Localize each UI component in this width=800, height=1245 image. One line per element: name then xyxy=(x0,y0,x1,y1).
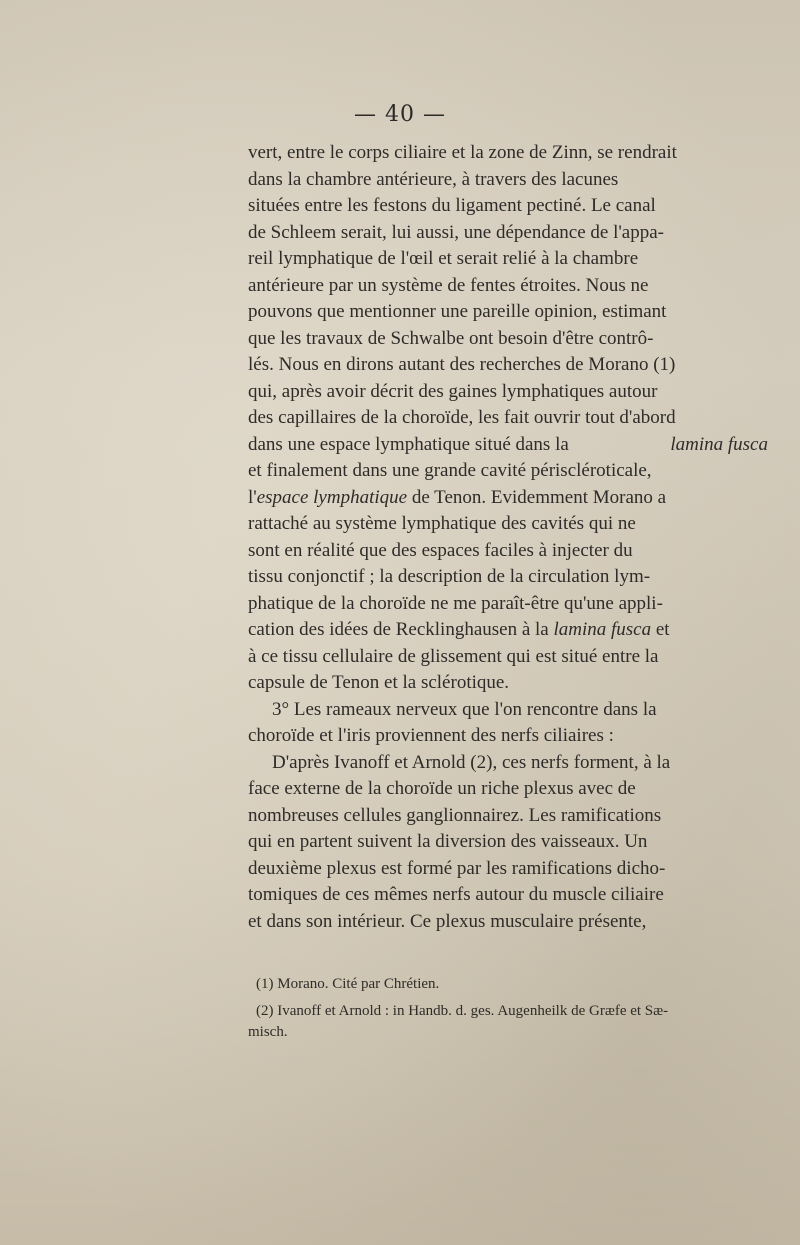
text-line xyxy=(248,220,768,247)
text-segment: que les travaux de Schwalbe ont besoin d'être contrô- xyxy=(248,327,654,349)
text-segment: et xyxy=(651,619,670,640)
text-segment: rattaché au système lymphatique des cavités qui ne xyxy=(248,513,636,534)
text-segment: choroïde et l'iris proviennent des nerfs ciliaires : xyxy=(248,725,614,746)
page-number: — 40 — xyxy=(354,102,446,127)
text-line xyxy=(248,538,768,565)
text-segment: situées entre les festons du ligament pectiné. Le canal xyxy=(248,195,656,216)
text-line xyxy=(248,564,768,591)
text-segment: tomiques de ces mêmes nerfs autour du muscle ciliaire xyxy=(248,884,664,905)
text-segment: des capillaires de la choroïde, les fait ouvrir tout d'abord xyxy=(248,407,676,428)
text-line xyxy=(248,299,768,326)
text-segment: phatique de la choroïde ne me paraît-être qu'une appli- xyxy=(248,592,663,614)
text-line xyxy=(248,458,768,485)
text-line xyxy=(248,511,768,538)
text-segment: sont en réalité que des espaces faciles à injecter du xyxy=(248,539,633,561)
text-line xyxy=(248,591,768,618)
text-line xyxy=(248,697,768,724)
text-line xyxy=(248,405,768,432)
text-line xyxy=(248,856,768,883)
text-segment: tissu conjonctif ; la description de la circulation lym- xyxy=(248,566,651,587)
text-segment: l' xyxy=(248,486,257,508)
text-line xyxy=(248,750,768,777)
italic-term: lamina fusca xyxy=(553,619,652,640)
text-segment: à ce tissu cellulaire de glissement qui est situé entre la xyxy=(248,645,659,667)
text-segment: lés. Nous en dirons autant des recherches de Morano (1) xyxy=(248,354,676,375)
text-segment: de Schleem serait, lui aussi, une dépendance de l'appa- xyxy=(248,221,664,243)
text-line xyxy=(248,670,768,697)
text-segment: dans une espace lymphatique situé dans la xyxy=(248,433,574,455)
text-line xyxy=(248,273,768,300)
text-segment: capsule de Tenon et la sclérotique. xyxy=(248,672,510,693)
text-line xyxy=(248,246,768,273)
text-segment: face externe de la choroïde un riche plexus avec de xyxy=(248,778,636,799)
text-segment: nombreuses cellules ganglionnairez. Les ramifications xyxy=(248,804,662,826)
footnote-2: (2) Ivanoff et Arnold : in Handb. d. ges. Augenheilk de Græfe et Sæ- xyxy=(256,1003,669,1019)
text-line xyxy=(248,140,768,167)
text-line xyxy=(248,644,768,671)
text-segment: et dans son intérieur. Ce plexus musculaire présente, xyxy=(248,910,647,932)
text-line xyxy=(248,829,768,856)
text-line xyxy=(248,776,768,803)
body-text xyxy=(248,140,768,935)
text-segment: qui en partent suivent la diversion des vaisseaux. Un xyxy=(248,831,648,852)
text-line xyxy=(248,882,768,909)
italic-term: lamina fusca xyxy=(670,433,768,455)
text-segment: antérieure par un système de fentes étroites. Nous ne xyxy=(248,274,649,296)
text-line xyxy=(248,326,768,353)
text-line xyxy=(248,617,768,644)
text-segment: reil lymphatique de l'œil et serait relié à la chambre xyxy=(248,248,639,269)
text-line xyxy=(248,193,768,220)
text-segment: qui, après avoir décrit des gaines lymphatiques autour xyxy=(248,380,658,402)
text-line xyxy=(248,379,768,406)
text-segment: et finalement dans une grande cavité périscléroticale, xyxy=(248,460,652,481)
text-segment: D'après Ivanoff et Arnold (2), ces nerfs forment, à la xyxy=(272,751,671,773)
text-line xyxy=(248,432,768,459)
text-line xyxy=(248,803,768,830)
text-line xyxy=(248,485,768,512)
text-segment: dans la chambre antérieure, à travers des lacunes xyxy=(248,168,619,190)
text-segment: deuxième plexus est formé par les ramifications dicho- xyxy=(248,857,666,879)
text-line xyxy=(248,723,768,750)
footnote-1: (1) Morano. Cité par Chrétien. xyxy=(256,976,440,992)
text-line xyxy=(248,909,768,936)
text-segment: vert, entre le corps ciliaire et la zone de Zinn, se rendrait xyxy=(248,142,677,163)
italic-term: espace lymphatique xyxy=(256,486,408,508)
text-segment: cation des idées de Recklinghausen à la xyxy=(248,619,554,640)
text-segment: 3° Les rameaux nerveux que l'on rencontre dans la xyxy=(272,698,657,720)
text-segment: de Tenon. Evidemment Morano a xyxy=(407,486,667,508)
text-line xyxy=(248,167,768,194)
text-segment: pouvons que mentionner une pareille opinion, estimant xyxy=(248,301,667,322)
footnote-2-continuation: misch. xyxy=(248,1024,288,1040)
footnotes xyxy=(248,974,768,1043)
text-line xyxy=(248,352,768,379)
